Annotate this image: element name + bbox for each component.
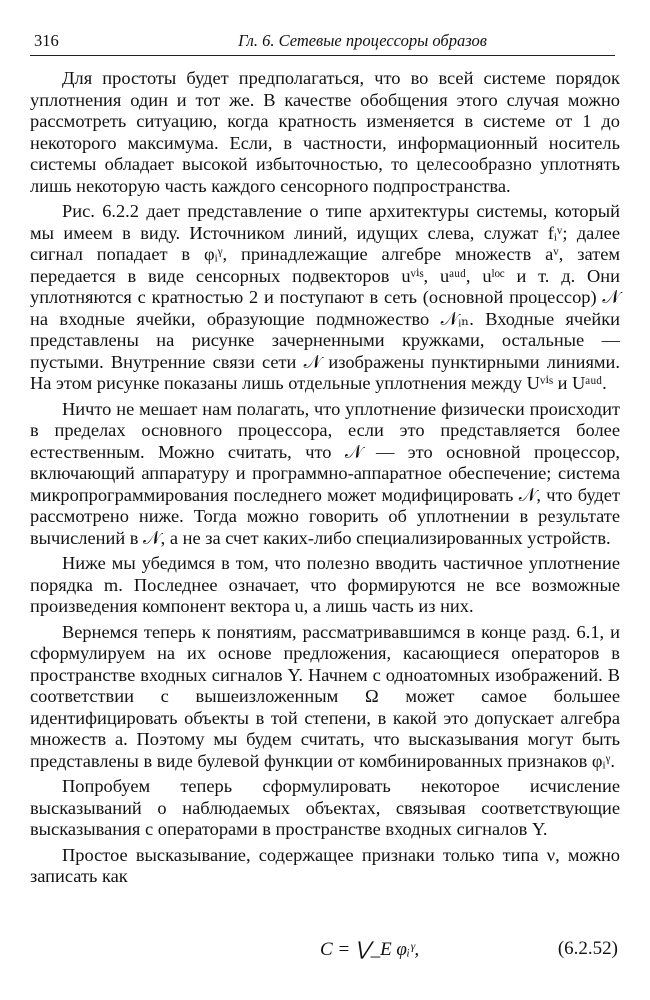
running-title: Гл. 6. Сетевые процессоры образов bbox=[238, 31, 487, 50]
running-header bbox=[30, 29, 615, 56]
body-text bbox=[30, 68, 620, 892]
paragraph: Вернемся теперь к понятиям, рассматривавшимся в конце разд. 6.1, и сформулируем на их основе предложения, касающиеся операторов в пространстве входных сигналов Y. Начнем с одноатомных изображений. В соответствии с вышеизложенным Ω может самое большее идентифицировать объекты в той степени, в какой это допускает алгебра множеств a. Поэтому мы будем считать, что высказывания могут быть представлены в виде булевой функции от комбинированных признаков φᵢᵞ. bbox=[30, 621, 620, 771]
equation-number: (6.2.52) bbox=[557, 938, 618, 959]
paragraph: Попробуем теперь сформулировать некоторое исчисление высказываний о наблюдаемых объектах, связывая соответствующие высказывания с операторами в пространстве входных сигналов Y. bbox=[30, 776, 620, 839]
equation: C = ⋁_E φᵢᵞ, bbox=[320, 939, 420, 960]
paragraph: Ничто не мешает нам полагать, что уплотнение физически происходит в пределах основного процессора, если это представляется более естественным. Можно считать, что 𝒩 — это основной процессор, включающий аппаратуру и программно-аппаратное обеспечение; система микропрограммирования последнего может модифицировать 𝒩, что будет рассмотрено ниже. Тогда можно говорить об уплотнении в результате вычислений в 𝒩, а не за счет каких-либо специализированных устройств. bbox=[30, 398, 620, 548]
equation-block bbox=[30, 938, 620, 978]
paragraph: Для простоты будет предполагаться, что во всей системе порядок уплотнения один и тот же. В качестве обобщения этого случая можно рассмотреть ситуацию, когда кратность изменяется в системе от 1 до некоторого максимума. Если, в частности, информационный носитель системы обладает высокой избыточностью, то целесообразно уплотнять лишь некоторую часть каждого сенсорного подпространства. bbox=[30, 68, 620, 196]
paragraph: Ниже мы убедимся в том, что полезно вводить частичное уплотнение порядка m. Последнее означает, что формируются не все возможные произведения компонент вектора u, а лишь часть из них. bbox=[30, 553, 620, 616]
page-number: 316 bbox=[34, 31, 59, 50]
paragraph: Рис. 6.2.2 дает представление о типе архитектуры системы, который мы имеем в виду. Источником линий, идущих слева, служат fᵢᵛ; далее сигнал попадает в φᵢᵞ, принадлежащие алгебре множеств aᵛ, затем передается в виде сенсорных подвекторов uᵛⁱˢ, uᵃᵘᵈ, uˡᵒᶜ и т. д. Они уплотняются с кратностью 2 и поступают в сеть (основной процессор) 𝒩 на входные ячейки, образующие подмножество 𝒩ᵢₙ. Входные ячейки представлены на рисунке зачерненными кружками, остальные — пустыми. Внутренние связи сети 𝒩 изображены пунктирными линиями. На этом рисунке показаны лишь отдельные уплотнения между Uᵛⁱˢ и Uᵃᵘᵈ. bbox=[30, 201, 620, 393]
paragraph: Простое высказывание, содержащее признаки только типа ν, можно записать как bbox=[30, 844, 620, 886]
